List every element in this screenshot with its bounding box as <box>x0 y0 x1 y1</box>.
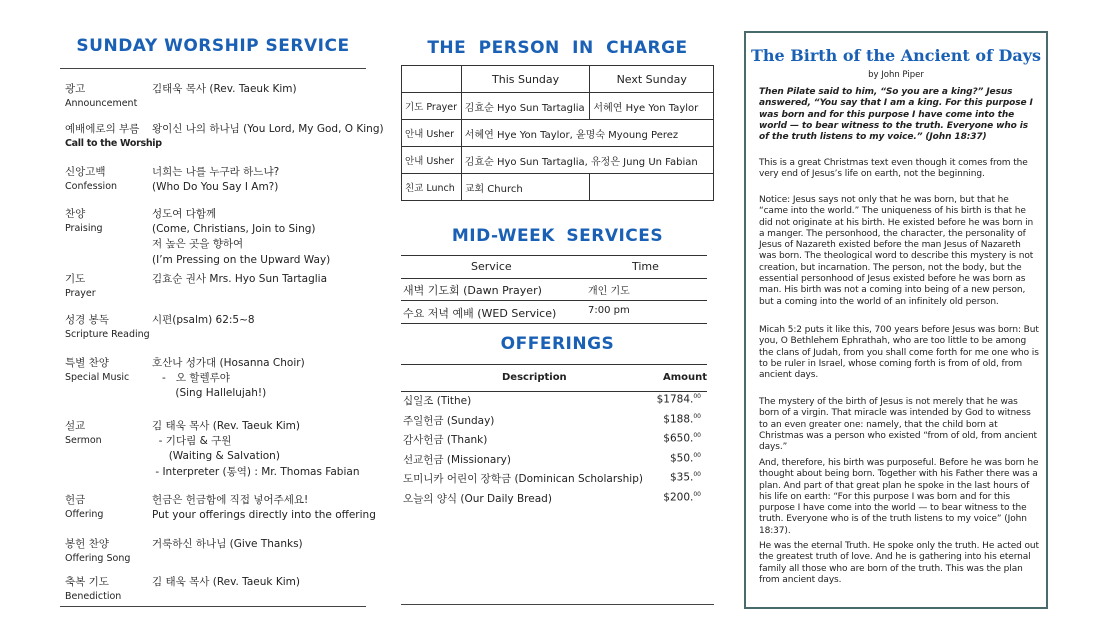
offering-desc: 감사헌금 (Thank) <box>403 434 488 446</box>
charge-role: 기도 Prayer <box>402 93 462 120</box>
charge-corner-cell <box>402 66 462 93</box>
article-paragraph: The mystery of the birth of Jesus is not merely that he was born of a virgin. That miracle was intended by God to witness to an even greater one: namely, that the child born at Christmas was a person who existed “from of old, from ancient days.” <box>759 397 1037 453</box>
worship-detail-line: - 기다림 & 구원 <box>152 435 232 448</box>
charge-next <box>590 174 714 201</box>
offering-amount-main: $1784. <box>656 393 694 406</box>
offering-amount <box>663 413 701 426</box>
article-paragraph: And, therefore, his birth was purposeful. Before he was born he thought about being born. Together with his Father there was a plan. And part of that great plan he spoke in the last hours of his life on earth: “For this purpose I was born and for this purpose I have come into the world — to bear witness to the truth. Everyone who is of the truth listens to my voice” (John 18:37). <box>759 458 1039 536</box>
worship-item-kr: 기도 <box>65 273 86 285</box>
charge-table <box>401 65 714 201</box>
charge-this: 교회 Church <box>461 174 590 201</box>
offerings-header-desc: Description <box>502 372 567 383</box>
worship-detail-line: (Who Do You Say I Am?) <box>152 181 279 194</box>
article-paragraph: Notice: Jesus says not only that he was born, but that he “came into the world.” The uniqueness of his birth is that he did not originate at his birth. He existed before he was born in a manger. The personhood, the character, the personality of Jesus of Nazareth existed before the man Jesus of Nazareth was born. The theological word to describe this mystery is not creation, but incarnation. The person, not the body, but the essential personhood of Jesus existed before he was born as man. His birth was not a coming into being of a new person, but a coming into the world of an infinitely old person. <box>759 195 1034 307</box>
worship-bottom-rule <box>60 606 366 607</box>
worship-item-detail <box>152 575 366 590</box>
article-byline: by John Piper <box>868 70 924 80</box>
worship-detail-line: 너희는 나를 누구라 하느냐? <box>152 166 280 178</box>
offering-amount-main: $188. <box>663 413 694 425</box>
charge-this: 서혜연 Hye Yon Taylor, 윤명숙 Myoung Perez <box>461 120 713 147</box>
article-quote: Then Pilate said to him, “So you are a king?” Jesus answered, “You say that I am a king. For this purpose I was born and for this purpose I have come into the world — to bear witness to the truth. Everyone who is of the truth listens to my voice.” (John 18:37) <box>759 87 1033 143</box>
article-title: The Birth of the Ancient of Days <box>750 46 1042 65</box>
worship-item-kr: 신앙고백 <box>65 166 106 178</box>
worship-detail-line: (Waiting & Salvation) <box>152 450 280 463</box>
worship-detail-line: 김 태욱 목사 (Rev. Taeuk Kim) <box>152 420 300 432</box>
worship-item-kr: 헌금 <box>65 494 86 506</box>
offering-amount-cents: 00 <box>693 432 701 439</box>
offering-amount-cents: 00 <box>693 471 701 478</box>
worship-item-detail <box>152 82 366 97</box>
worship-item-en: Benediction <box>65 591 122 602</box>
worship-item-kr: 찬양 <box>65 208 86 220</box>
worship-item-detail <box>152 122 384 137</box>
worship-detail-line: (Sing Hallelujah!) <box>152 387 267 400</box>
worship-detail-line: 김효순 권사 Mrs. Hyo Sun Tartaglia <box>152 273 328 285</box>
offering-amount-main: $650. <box>663 432 694 445</box>
worship-detail-line: 시편(psalm) 62:5~8 <box>152 314 255 326</box>
worship-detail-line: 왕이신 나의 하나님 (You Lord, My God, O King) <box>152 123 384 135</box>
worship-item-en: Sermon <box>65 435 102 446</box>
worship-item-en: Confession <box>65 181 118 192</box>
offering-amount <box>663 491 701 504</box>
offering-desc: 주일헌금 (Sunday) <box>403 414 495 427</box>
midweek-header-service: Service <box>471 260 512 273</box>
worship-detail-line: 김 태욱 목사 (Rev. Taeuk Kim) <box>152 576 300 588</box>
midweek-service: 새벽 기도회 (Dawn Prayer) <box>403 284 542 297</box>
midweek-header <box>401 255 707 279</box>
offering-amount-cents: 00 <box>693 490 701 498</box>
offerings-header-amount: Amount <box>663 372 708 383</box>
worship-detail-line: 저 높은 곳을 향하여 <box>152 238 244 251</box>
worship-title: SUNDAY WORSHIP SERVICE <box>76 36 350 56</box>
worship-detail-line: - Interpreter (통역) : Mr. Thomas Fabian <box>152 465 360 478</box>
worship-detail-line: 거룩하신 하나님 (Give Thanks) <box>152 538 303 550</box>
worship-detail-line: 헌금은 헌금함에 직접 넣어주세요! <box>152 494 309 506</box>
offering-row <box>401 452 707 470</box>
midweek-row <box>401 301 707 324</box>
offering-desc: 오늘의 양식 (Our Daily Bread) <box>403 492 552 505</box>
article-paragraph: Micah 5:2 puts it like this, 700 years before Jesus was born: But you, O Bethlehem Ephrathah, who are too little to be among the clans of Judah, from you shall come forth for me one who is to be ruler in Israel, whose coming forth is from of old, from ancient days. <box>759 325 1039 381</box>
charge-header-next: Next Sunday <box>590 66 714 93</box>
worship-item-en: Call to the Worship <box>65 138 162 149</box>
worship-top-rule <box>60 68 366 69</box>
offering-amount-cents: 00 <box>693 393 701 400</box>
worship-detail-line: - 오 할렐루야 <box>152 372 230 385</box>
worship-detail-line: 김태욱 목사 (Rev. Taeuk Kim) <box>152 83 297 95</box>
midweek-title: MID-WEEK SERVICES <box>451 226 664 246</box>
offering-row <box>401 393 707 411</box>
offering-amount-cents: 00 <box>693 412 701 420</box>
charge-row <box>402 93 714 120</box>
worship-item-detail <box>152 207 366 268</box>
offerings-header <box>401 364 707 392</box>
worship-item-kr: 설교 <box>65 420 86 432</box>
worship-item-en: Special Music <box>65 372 130 383</box>
charge-role: 안내 Usher <box>402 147 462 174</box>
worship-item-kr: 예배에로의 부름 <box>65 123 140 135</box>
worship-item-en: Offering Song <box>65 553 131 564</box>
charge-this: 김효순 Hyo Sun Tartaglia <box>461 93 590 120</box>
offering-row <box>401 413 707 431</box>
worship-item-kr: 광고 <box>65 83 86 95</box>
charge-role: 안내 Usher <box>402 120 462 147</box>
midweek-row <box>401 278 707 301</box>
midweek-time: 7:00 pm <box>588 305 630 316</box>
worship-detail-line: 성도여 다함께 <box>152 208 217 220</box>
offering-row <box>401 432 707 450</box>
charge-next: 서혜연 Hye Yon Taylor <box>590 93 714 120</box>
worship-item-detail <box>152 537 366 552</box>
offering-row <box>401 491 707 509</box>
charge-row <box>402 147 714 174</box>
offering-amount-main: $50. <box>669 452 694 464</box>
offerings-bottom-rule <box>401 604 714 605</box>
offering-row <box>401 471 707 489</box>
offering-amount <box>670 452 701 465</box>
offering-desc: 도미니카 어린이 장학금 (Dominican Scholarship) <box>403 473 643 485</box>
worship-detail-line: Put your offerings directly into the offering <box>152 509 376 522</box>
worship-item-en: Praising <box>65 223 103 234</box>
offering-amount-cents: 00 <box>693 451 701 459</box>
article-box <box>744 31 1048 609</box>
worship-item-kr: 성경 봉독 <box>65 314 109 326</box>
offering-desc: 선교헌금 (Missionary) <box>403 453 511 466</box>
worship-item-kr: 특별 찬양 <box>65 357 109 369</box>
worship-item-detail <box>152 419 366 480</box>
worship-detail-line: (Come, Christians, Join to Sing) <box>152 223 316 236</box>
article-paragraph: He was the eternal Truth. He spoke only the truth. He acted out the greatest truth of love. And he is gathering into his eternal family all those who are born of the truth. This was the plan from ancient days. <box>759 541 1039 585</box>
worship-item-en: Prayer <box>65 288 96 299</box>
worship-item-detail <box>152 165 366 195</box>
worship-item-en: Scripture Reading <box>65 329 150 340</box>
worship-item-kr: 봉헌 찬양 <box>65 538 109 550</box>
worship-item-detail <box>152 493 376 523</box>
worship-item-detail <box>152 272 366 287</box>
worship-detail-line: (I’m Pressing on the Upward Way) <box>152 253 331 266</box>
offerings-title: OFFERINGS <box>500 334 615 354</box>
offering-amount-main: $35. <box>669 471 694 484</box>
charge-role: 친교 Lunch <box>402 174 462 201</box>
midweek-header-time: Time <box>632 260 659 273</box>
offering-amount-main: $200. <box>663 491 694 503</box>
offering-desc: 십일조 (Tithe) <box>403 395 472 407</box>
worship-detail-line: 호산나 성가대 (Hosanna Choir) <box>152 357 305 369</box>
offering-amount <box>663 432 701 445</box>
charge-title: THE PERSON IN CHARGE <box>427 38 688 58</box>
article-paragraph: This is a great Christmas text even though it comes from the very end of Jesus’s life on earth, not the beginning. <box>759 158 1028 180</box>
offering-amount <box>657 393 701 406</box>
charge-header-this: This Sunday <box>461 66 590 93</box>
worship-item-detail <box>152 313 366 328</box>
charge-row <box>402 174 714 201</box>
worship-item-en: Offering <box>65 509 104 520</box>
offering-amount <box>670 471 701 484</box>
charge-row <box>402 120 714 147</box>
worship-item-kr: 축복 기도 <box>65 576 109 588</box>
midweek-service: 수요 저녁 예배 (WED Service) <box>403 307 557 320</box>
charge-this: 김효순 Hyo Sun Tartaglia, 유정은 Jung Un Fabian <box>461 147 713 174</box>
midweek-time: 개인 기도 <box>588 286 630 297</box>
worship-item-detail <box>152 356 366 402</box>
worship-item-en: Announcement <box>65 98 138 109</box>
